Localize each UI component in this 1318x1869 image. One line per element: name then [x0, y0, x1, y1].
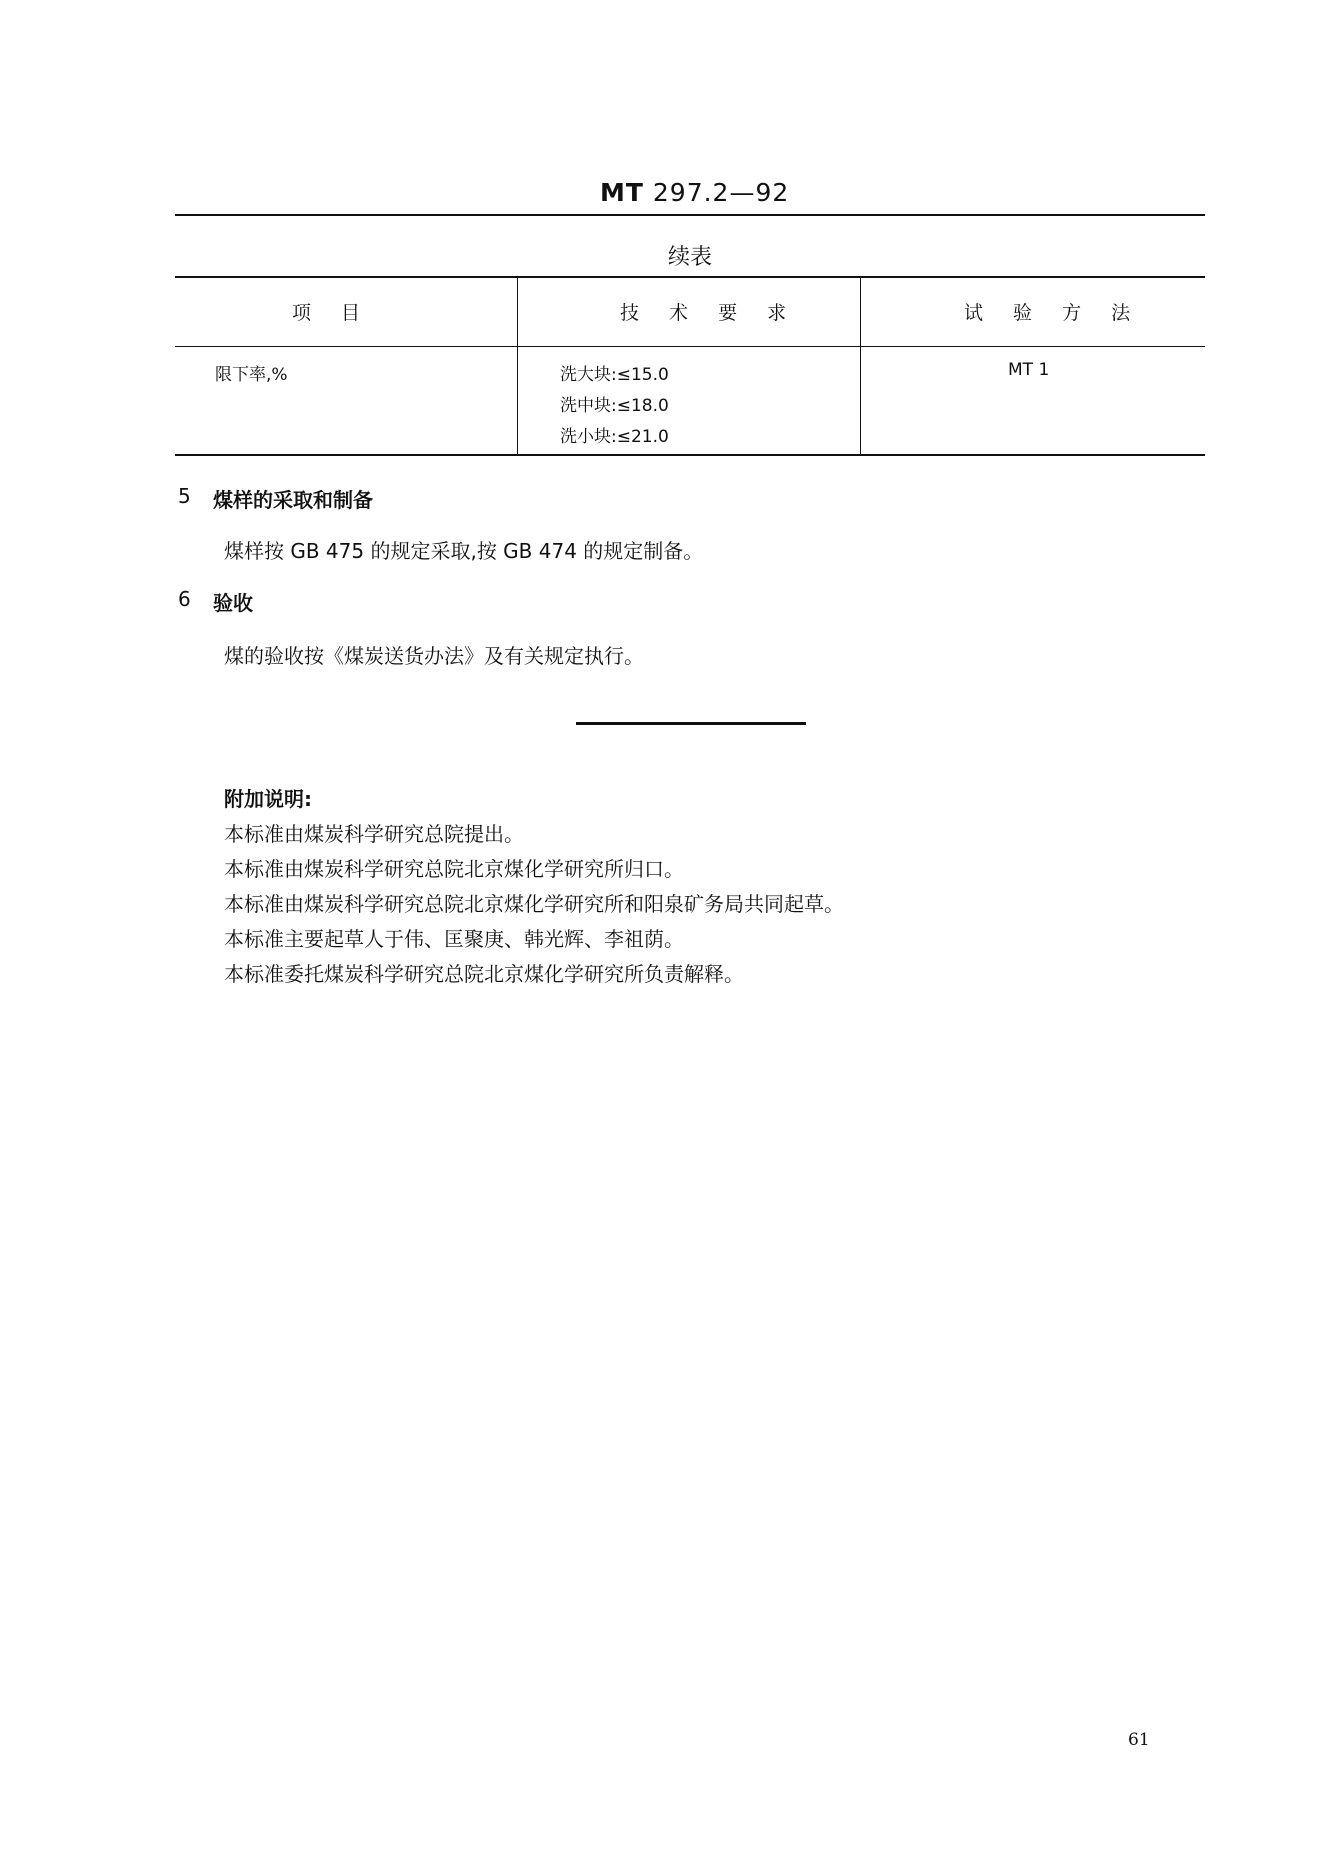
standard-code: 297.2—92 — [652, 178, 790, 207]
note-line: 本标准由煤炭科学研究总院北京煤化学研究所归口。 — [224, 857, 684, 881]
table-bottom-border — [175, 454, 1205, 456]
table-header-border — [175, 346, 1205, 347]
table-column-divider — [860, 276, 861, 454]
note-line: 本标准委托煤炭科学研究总院北京煤化学研究所负责解释。 — [224, 962, 744, 986]
table-cell-requirement: 洗小块:≤21.0 — [560, 427, 669, 447]
section-number: 5 — [178, 484, 191, 508]
table-column-divider — [517, 276, 518, 454]
note-line: 本标准由煤炭科学研究总院提出。 — [224, 822, 524, 846]
table-cell-requirement: 洗大块:≤15.0 — [560, 365, 669, 385]
header-rule — [175, 214, 1205, 216]
section-text: 煤样按 GB 475 的规定采取,按 GB 474 的规定制备。 — [224, 539, 704, 563]
section-title: 煤样的采取和制备 — [213, 488, 373, 512]
table-caption: 续表 — [668, 245, 713, 270]
table-cell-method: MT 1 — [1008, 360, 1050, 380]
section-number: 6 — [178, 587, 191, 611]
separator-rule — [576, 722, 806, 725]
section-text: 煤的验收按《煤炭送货办法》及有关规定执行。 — [224, 644, 644, 668]
column-header-requirements: 技 术 要 求 — [620, 302, 799, 324]
section-title: 验收 — [213, 591, 253, 615]
standard-number — [600, 178, 789, 207]
table-cell-requirement: 洗中块:≤18.0 — [560, 396, 669, 416]
note-line: 本标准由煤炭科学研究总院北京煤化学研究所和阳泉矿务局共同起草。 — [224, 892, 844, 916]
column-header-method: 试 验 方 法 — [964, 302, 1143, 324]
standard-prefix: MT — [600, 178, 644, 207]
page-number: 61 — [1128, 1730, 1150, 1750]
notes-title: 附加说明: — [224, 787, 312, 811]
column-header-item: 项 目 — [292, 302, 373, 324]
table-top-border — [175, 276, 1205, 278]
table-cell-item: 限下率,% — [215, 365, 288, 385]
note-line: 本标准主要起草人于伟、匡聚庚、韩光辉、李祖荫。 — [224, 927, 684, 951]
